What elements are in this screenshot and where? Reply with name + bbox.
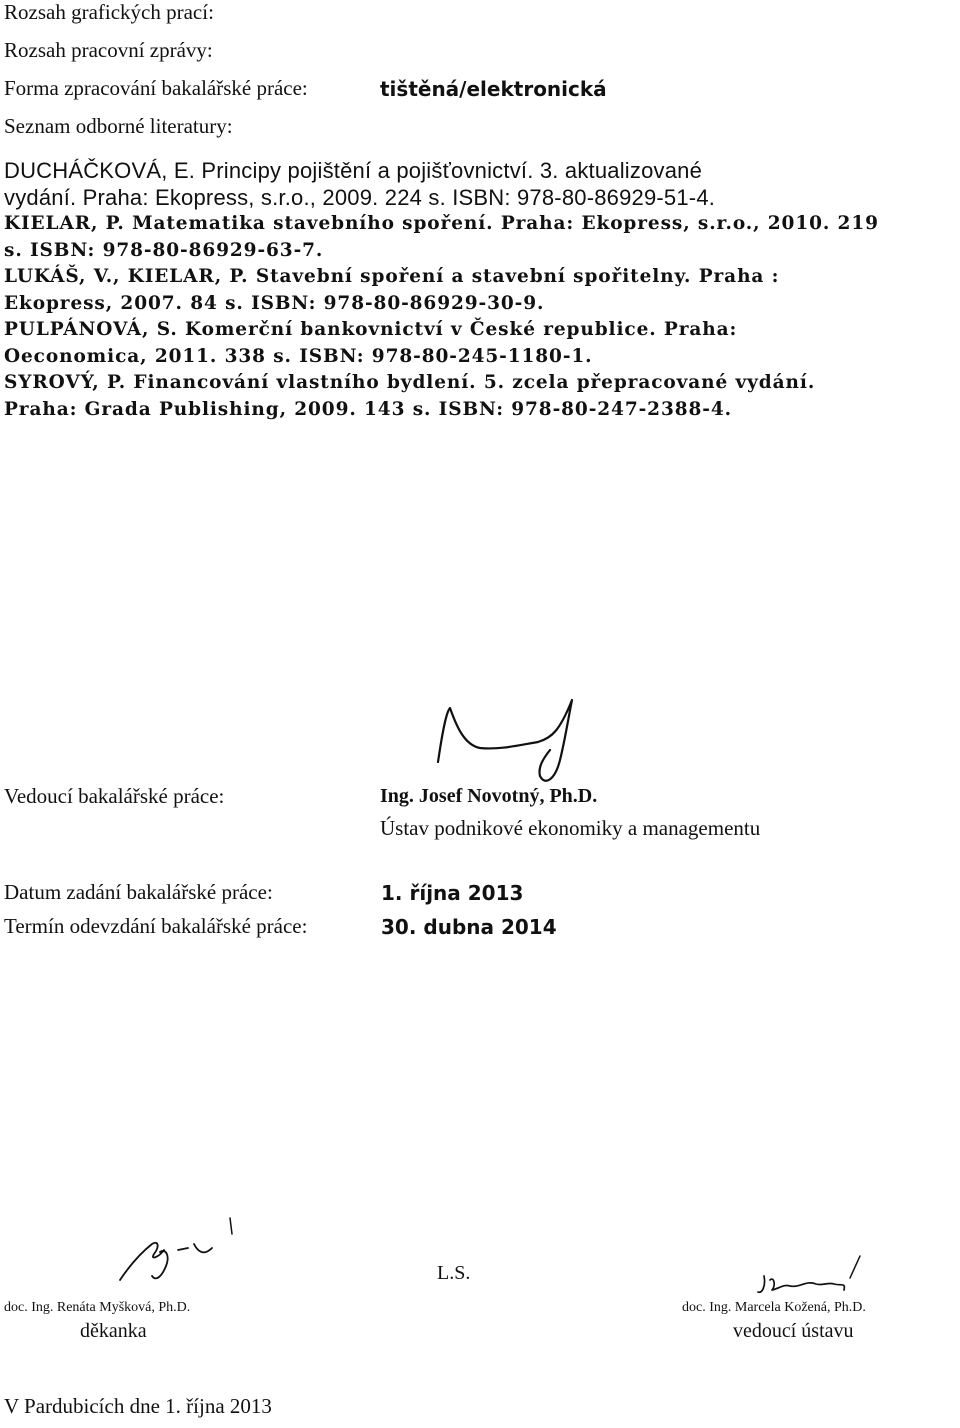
field-label-graphics-scope: Rozsah grafických prací:	[4, 0, 214, 24]
bibliography-line: PULPÁNOVÁ, S. Komerční bankovnictví v České republice. Praha:	[4, 319, 738, 340]
field-value-form: tištěná/elektronická	[380, 77, 607, 101]
head-role: vedoucí ústavu	[733, 1320, 854, 1342]
bibliography-line: Oeconomica, 2011. 338 s. ISBN: 978-80-245-1180-1.	[4, 345, 593, 367]
field-label-form: Forma zpracování bakalářské práce:	[4, 76, 308, 100]
bibliography-line: Ekopress, 2007. 84 s. ISBN: 978-80-86929-30-9.	[4, 292, 545, 314]
field-label-literature: Seznam odborné literatury:	[4, 114, 233, 138]
assignment-date-label: Datum zadání bakalářské práce:	[4, 880, 273, 904]
bibliography-line: vydání. Praha: Ekopress, s.r.o., 2009. 224 s. ISBN: 978-80-86929-51-4.	[4, 184, 716, 210]
bibliography-line: KIELAR, P. Matematika stavebního spoření. Praha: Ekopress, s.r.o., 2010. 219	[4, 213, 879, 234]
supervisor-label: Vedoucí bakalářské práce:	[4, 784, 225, 808]
assignment-date-value: 1. října 2013	[381, 881, 524, 905]
dean-signature	[100, 1210, 250, 1300]
field-label-report-scope: Rozsah pracovní zprávy:	[4, 38, 213, 62]
bibliography-line: LUKÁŠ, V., KIELAR, P. Stavební spoření a stavební spořitelny. Praha :	[4, 266, 780, 287]
submission-date-label: Termín odevzdání bakalářské práce:	[4, 914, 308, 938]
bibliography-line: s. ISBN: 978-80-86929-63-7.	[4, 239, 324, 261]
head-name: doc. Ing. Marcela Kožená, Ph.D.	[682, 1300, 866, 1315]
submission-date-value: 30. dubna 2014	[381, 915, 557, 939]
supervisor-signature	[420, 690, 600, 790]
supervisor-department: Ústav podnikové ekonomiky a managementu	[380, 816, 761, 840]
dean-role: děkanka	[80, 1320, 147, 1342]
bibliography-line: Praha: Grada Publishing, 2009. 143 s. ISBN: 978-80-247-2388-4.	[4, 398, 732, 420]
bibliography-list	[4, 158, 884, 423]
place-and-date: V Pardubicích dne 1. října 2013	[4, 1394, 272, 1418]
supervisor-name: Ing. Josef Novotný, Ph.D.	[380, 785, 598, 807]
bibliography-line: SYROVÝ, P. Financování vlastního bydlení. 5. zcela přepracované vydání.	[4, 372, 816, 393]
seal-placeholder: L.S.	[437, 1262, 471, 1284]
bibliography-line: DUCHÁČKOVÁ, E. Principy pojištění a pojišťovnictví. 3. aktualizované	[4, 158, 703, 183]
dean-name: doc. Ing. Renáta Myšková, Ph.D.	[4, 1300, 191, 1315]
